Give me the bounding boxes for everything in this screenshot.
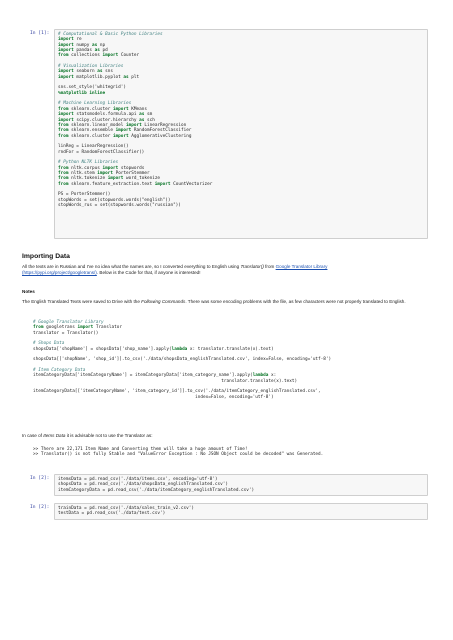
items-note-em: Items Data (43, 433, 66, 438)
cell-1-line: sns.set_style('whitegrid') (58, 85, 126, 91)
snippet-line: # Google Translator Library (33, 320, 104, 325)
intro-text-c: . Below is the Code for that, if anyone is interested! (96, 270, 201, 276)
section-heading: Importing Data (22, 253, 70, 260)
intro-text-b: from (263, 264, 276, 269)
items-note-a: In case of (22, 433, 44, 438)
cell-3-code-lines (58, 506, 424, 517)
cell-3-code[interactable] (54, 503, 428, 520)
notes-heading: Notes (22, 289, 35, 294)
snippet-line: # Shops Data (33, 341, 65, 347)
items-note-b: it is advisable not to use the Translator as: (65, 433, 153, 438)
googletrans-url-link[interactable]: (https://pypi.org/project/googletrans/) (22, 270, 97, 276)
cell-1-line: linReg = LinearRegression() (58, 144, 129, 150)
cell-1-line: import re (58, 37, 82, 43)
snippet-line: # Item Category Data (33, 368, 86, 374)
cell-2-code[interactable] (54, 474, 428, 496)
cell-2-line: itemsData = pd.read_csv('./data/items.csv', encoding='utf-8') (58, 477, 218, 482)
intro-translator-em: Translator() (240, 264, 264, 269)
snippet-line: shopsData[['shopName', 'shop_id']].to_csv('./data/shopsData_englishTranslated.csv', index=False, encoding='utf-8') (33, 357, 332, 363)
warning-line: >> There are 22,171 Item Name and Converting them will take a huge amount of Time! (33, 447, 248, 452)
cell-1-line: stopWords_rus = set(stopwords.words("russian")) (58, 203, 181, 208)
cell-1-line: # Visualization Libraries (58, 64, 124, 70)
cell-1-line: from sklearn.ensemble import RandomForestClassifier (58, 128, 192, 134)
cell-1-line: import matplotlib.pyplot as plt (58, 74, 140, 80)
cell-2-line: shopsData = pd.read_csv('./data/shopsData_englishTranslated.csv') (58, 482, 228, 488)
cell-1-line: # Python NLTK Libraries (58, 160, 119, 166)
notes-text-a: The English Translated Texts were saved to Drive with the (22, 299, 142, 304)
intro-text-a: All the texts are in Russian and I've no idea what the names are, so I converted everything to English using (22, 264, 241, 269)
cell-1-line: import pandas as pd (58, 48, 108, 54)
cell-1-line: import numpy as np (58, 42, 106, 48)
warning-line: >> Translator() is not fully Stable and "ValueError Exception : No JSON Object could be decoded" was Generated. (33, 452, 324, 458)
snippet-line: translator = Translator() (33, 330, 99, 336)
cell-3-line: testData = pd.read_csv('./data/test.csv') (58, 511, 166, 517)
cell-1-line: from sklearn.linear_model import LinearRegression (58, 122, 187, 128)
snippet-line: shopsData['shopName'] = shopsData['shop_name'].apply(lambda x: translator.translate(x).text) (33, 346, 274, 352)
cell-1-line: # Machine Learning Libraries (58, 101, 132, 107)
snippet-line: from googletrans import Translator (33, 325, 122, 331)
cell-1-line: import statsmodels.formula.api as sm (58, 112, 153, 118)
intro-paragraph (22, 264, 427, 277)
notes-paragraph (22, 299, 430, 305)
warnings-block (33, 447, 323, 458)
cell-1-line: from nltk.corpus import stopwords (58, 165, 145, 171)
cell-1-line: rndFor = RandomForestClassifier() (58, 149, 145, 155)
snippet-line: itemCategoryData[['itemCategoryName', 'item_category_id']].to_csv('./data/itemCategory_englishTranslated.csv', (33, 389, 321, 395)
items-note-paragraph (22, 433, 153, 439)
snippet-line: translator.translate(x).text) (33, 378, 298, 384)
cell-3-line: trainData = pd.read_csv('./data/sales_train_v2.csv') (58, 506, 194, 511)
cell-1-line: from nltk.stem import PorterStemmer (58, 170, 150, 176)
cell-1-line: %matplotlib inline (58, 90, 106, 96)
google-translator-link[interactable]: Google Translator Library (275, 264, 328, 269)
cell-3-prompt: In [2]: (30, 505, 50, 510)
translator-code-snippet (33, 320, 331, 400)
cell-2-code-lines (58, 477, 424, 493)
snippet-line: index=False, encoding='utf-8') (33, 394, 274, 400)
cell-1-line: from sklearn.feature_extraction.text import CountVectorizer (58, 181, 213, 187)
cell-1-line: # Computational & Basic Python Libraries (58, 32, 163, 37)
snippet-line: itemCategoryData['itemCategoryName'] = itemCategoryData['item_category_name'].apply(lambda x: (33, 373, 277, 379)
cell-1-line: from nltk.tokenize import word_tokenize (58, 176, 161, 182)
cell-1-line: import scipy.cluster.hierarchy as sch (58, 117, 155, 123)
notes-text-b: . There was some encoding problems with the file, as few characters were not properly translated to English. (185, 299, 406, 304)
notes-em: Following Commands (141, 299, 186, 304)
cell-1-prompt: In [1]: (30, 31, 50, 36)
cell-1-code-lines (58, 32, 424, 208)
cell-1-line: from sklearn.cluster import AgglomerativeClustering (58, 133, 192, 139)
cell-1-code[interactable] (54, 29, 428, 239)
cell-2-line: itemCategoryData = pd.read_csv('./data/itemCategory_englishTranslated.csv') (58, 487, 255, 493)
cell-1-line: stopWords = set(stopwords.words("english")) (58, 197, 171, 203)
cell-1-line: import seaborn as sns (58, 69, 113, 75)
cell-2-prompt: In [2]: (30, 476, 50, 481)
cell-1-line: PS = PorterStemmer() (58, 192, 111, 198)
cell-1-line: from sklearn.cluster import KMeans (58, 106, 147, 112)
cell-1-line: from collections import Counter (58, 53, 140, 59)
